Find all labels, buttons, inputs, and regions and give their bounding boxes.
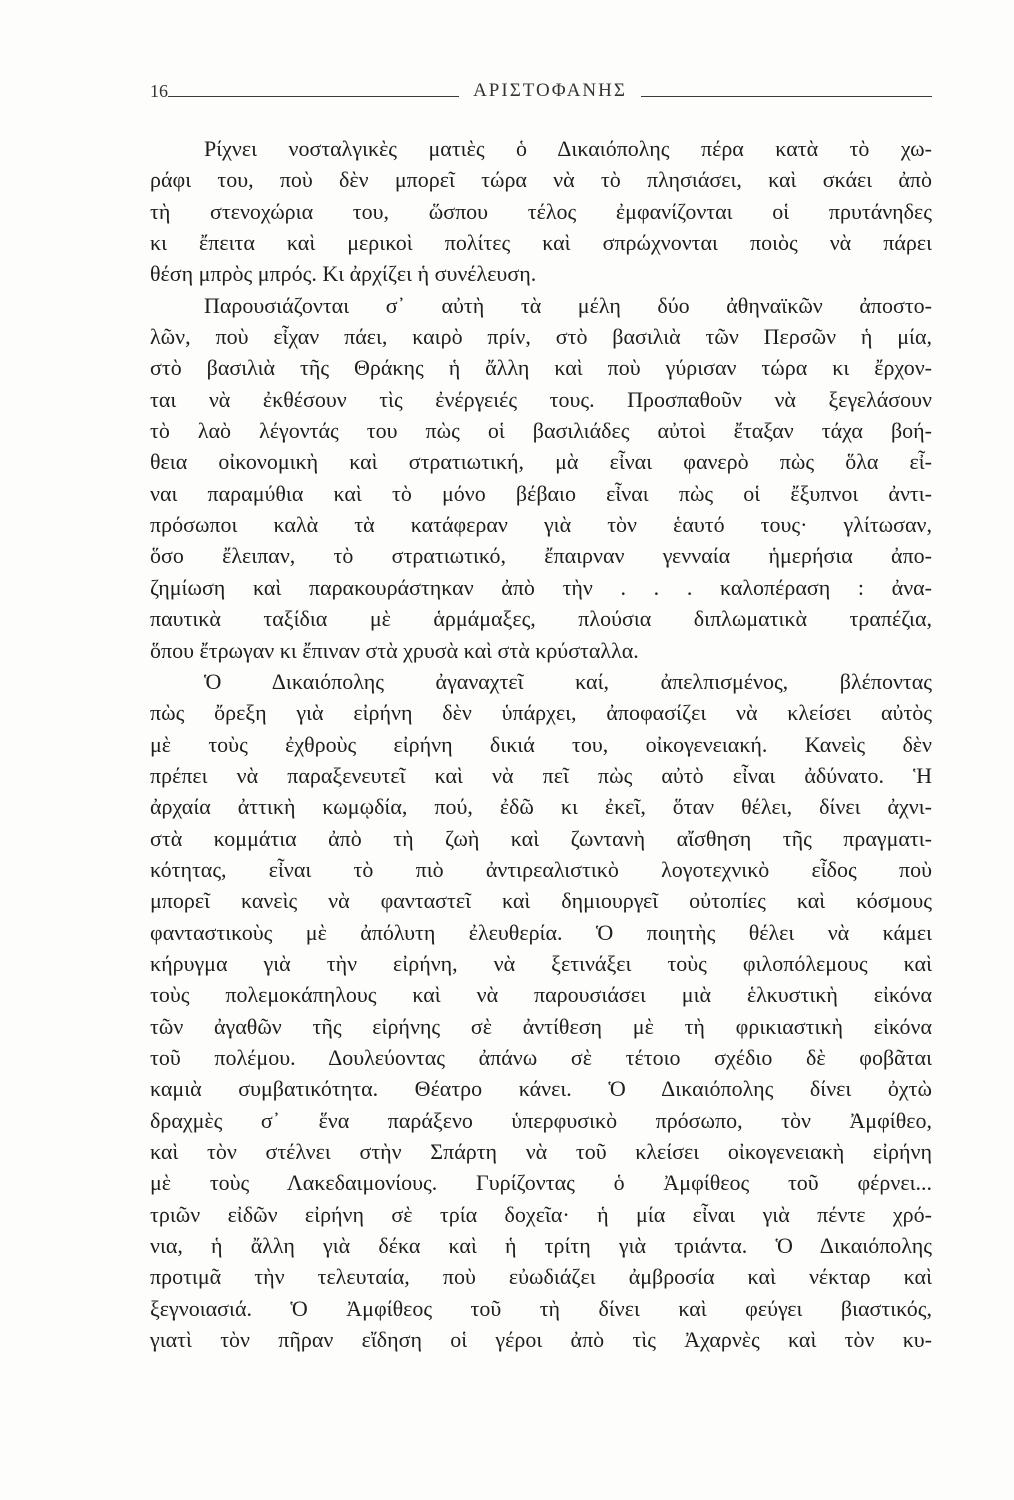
- text-line: τοῦ πολέμου. Δουλεύοντας ἀπάνω σὲ τέτοιο σχέδιο δὲ φοβᾶται: [150, 1044, 932, 1070]
- text-line: μὲ τοὺς ἐχθροὺς εἰρήνη δικιά του, οἰκογενειακή. Κανεὶς δὲν: [150, 731, 932, 757]
- text-line: δραχμὲς σ᾽ ἕνα παράξενο ὑπερφυσικὸ πρόσωπο, τὸν Ἀμφίθεο,: [150, 1107, 932, 1133]
- text-line: λῶν, ποὺ εἶχαν πάει, καιρὸ πρίν, στὸ βασιλιὰ τῶν Περσῶν ἡ μία,: [150, 324, 932, 350]
- text-line: κήρυγμα γιὰ τὴν εἰρήνη, νὰ ξετινάξει τοὺς φιλοπόλεμους καὶ: [150, 950, 932, 976]
- text-line: θεια οἰκονομικὴ καὶ στρατιωτική, μὰ εἶναι φανερὸ πὼς ὅλα εἶ-: [150, 449, 932, 475]
- text-line: ται νὰ ἐκθέσουν τὶς ἐνέργειές τους. Προσπαθοῦν νὰ ξεγελάσουν: [150, 386, 932, 412]
- text-line: Παρουσιάζονται σ᾽ αὐτὴ τὰ μέλη δύο ἀθηναϊκῶν ἀποστο-: [204, 292, 932, 318]
- book-title: ΑΡΙΣΤΟΦΑΝΗΣ: [473, 80, 627, 101]
- text-line: μὲ τοὺς Λακεδαιμονίους. Γυρίζοντας ὁ Ἀμφίθεος τοῦ φέρνει...: [150, 1170, 932, 1196]
- text-line: Ρίχνει νοσταλγικὲς ματιὲς ὁ Δικαιόπολης πέρα κατὰ τὸ χω-: [204, 136, 932, 161]
- text-line: κότητας, εἶναι τὸ πιὸ ἀντιρεαλιστικὸ λογοτεχνικὸ εἶδος ποὺ: [150, 856, 932, 882]
- running-header: [150, 76, 932, 106]
- text-line: τὸ λαὸ λέγοντάς του πὼς οἱ βασιλιάδες αὐτοὶ ἔταξαν τάχα βοή-: [150, 418, 932, 444]
- text-line: τοὺς πολεμοκάπηλους καὶ νὰ παρουσιάσει μιὰ ἑλκυστικὴ εἰκόνα: [150, 982, 932, 1008]
- text-line: ὅσο ἔλειπαν, τὸ στρατιωτικό, ἔπαιρναν γενναία ἡμερήσια ἀπο-: [150, 543, 932, 569]
- text-line: ζημίωση καὶ παρακουράστηκαν ἀπὸ τὴν . . . καλοπέραση : ἀνα-: [150, 574, 932, 600]
- text-line: πρέπει νὰ παραξενευτεῖ καὶ νὰ πεῖ πὼς αὐτὸ εἶναι ἀδύνατο. Ἡ: [150, 762, 932, 788]
- text-line: ναι παραμύθια καὶ τὸ μόνο βέβαιο εἶναι πὼς οἱ ἔξυπνοι ἀντι-: [150, 480, 932, 506]
- header-rule-right: [641, 96, 932, 97]
- text-line: καμιὰ συμβατικότητα. Θέατρο κάνει. Ὁ Δικαιόπολης δίνει ὀχτὼ: [150, 1076, 932, 1102]
- text-line: στὸ βασιλιὰ τῆς Θράκης ἡ ἄλλη καὶ ποὺ γύρισαν τώρα κι ἔρχον-: [150, 355, 932, 381]
- text-line: στὰ κομμάτια ἀπὸ τὴ ζωὴ καὶ ζωντανὴ αἴσθηση τῆς πραγματι-: [150, 825, 932, 851]
- body-text: [150, 133, 932, 1355]
- text-line: Ὁ Δικαιόπολης ἀγαναχτεῖ καί, ἀπελπισμένος, βλέποντας: [204, 668, 932, 694]
- text-line: μπορεῖ κανεὶς νὰ φανταστεῖ καὶ δημιουργεῖ οὐτοπίες καὶ κόσμους: [150, 888, 932, 914]
- header-rule-left: [168, 96, 459, 97]
- text-line: ξεγνοιασιά. Ὁ Ἀμφίθεος τοῦ τὴ δίνει καὶ φεύγει βιαστικός,: [150, 1295, 932, 1321]
- text-line: πὼς ὄρεξη γιὰ εἰρήνη δὲν ὑπάρχει, ἀποφασίζει νὰ κλείσει αὐτὸς: [150, 700, 932, 726]
- text-line: καὶ τὸν στέλνει στὴν Σπάρτη νὰ τοῦ κλείσει οἰκογενειακὴ εἰρήνη: [150, 1139, 932, 1164]
- text-line: νια, ἡ ἄλλη γιὰ δέκα καὶ ἡ τρίτη γιὰ τριάντα. Ὁ Δικαιόπολης: [150, 1233, 932, 1259]
- text-line: ράφι του, ποὺ δὲν μπορεῖ τώρα νὰ τὸ πλησιάσει, καὶ σκάει ἀπὸ: [150, 167, 932, 193]
- page-number: 16: [150, 80, 168, 101]
- text-line: προτιμᾶ τὴν τελευταία, ποὺ εὐωδιάζει ἀμβροσία καὶ νέκταρ καὶ: [150, 1264, 932, 1290]
- text-line: γιατὶ τὸν πῆραν εἴδηση οἱ γέροι ἀπὸ τὶς Ἀχαρνὲς καὶ τὸν κυ-: [150, 1327, 932, 1353]
- text-line: φανταστικοὺς μὲ ἀπόλυτη ἐλευθερία. Ὁ ποιητὴς θέλει νὰ κάμει: [150, 919, 932, 945]
- text-line: τριῶν εἰδῶν εἰρήνη σὲ τρία δοχεῖα· ἡ μία εἶναι γιὰ πέντε χρό-: [150, 1201, 932, 1227]
- text-line: παυτικὰ ταξίδια μὲ ἁρμάμαξες, πλούσια διπλωματικὰ τραπέζια,: [150, 606, 932, 632]
- text-line: τὴ στενοχώρια του, ὥσπου τέλος ἐμφανίζονται οἱ πρυτάνηδες: [150, 198, 932, 224]
- text-line: πρόσωποι καλὰ τὰ κατάφεραν γιὰ τὸν ἑαυτό τους· γλίτωσαν,: [150, 512, 932, 538]
- text-line: τῶν ἀγαθῶν τῆς εἰρήνης σὲ ἀντίθεση μὲ τὴ φρικιαστικὴ εἰκόνα: [150, 1013, 932, 1039]
- text-line: ἀρχαία ἀττικὴ κωμῳδία, πού, ἐδῶ κι ἐκεῖ, ὅταν θέλει, δίνει ἀχνι-: [150, 794, 932, 820]
- text-line: ὅπου ἔτρωγαν κι ἔπιναν στὰ χρυσὰ καὶ στὰ κρύσταλλα.: [150, 637, 639, 663]
- text-line: θέση μπρὸς μπρός. Κι ἀρχίζει ἡ συνέλευση.: [150, 261, 537, 287]
- text-line: κι ἔπειτα καὶ μερικοὶ πολίτες καὶ σπρώχνονται ποιὸς νὰ πάρει: [150, 230, 932, 256]
